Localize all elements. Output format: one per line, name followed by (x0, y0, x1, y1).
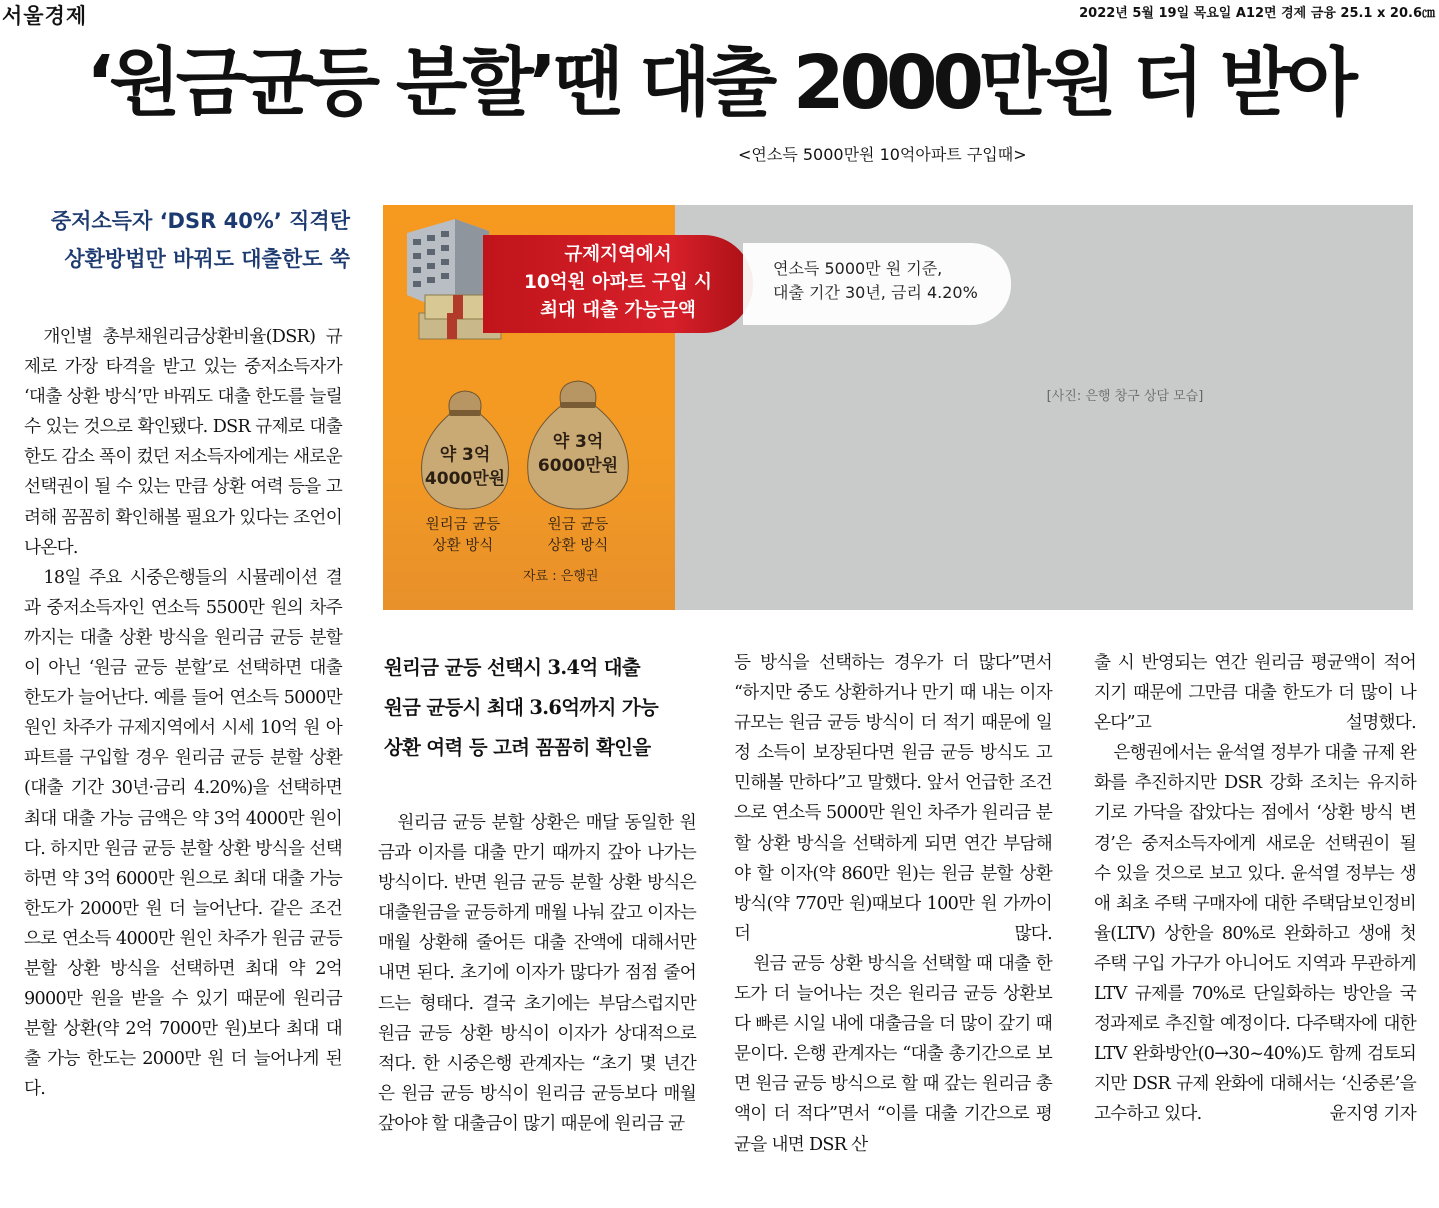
bag-amount (513, 430, 643, 478)
headline: ‘원금균등 분할’땐 대출 2000만원 더 받아 (86, 40, 1353, 126)
byline: 윤지영 기자 (1329, 1104, 1416, 1125)
article-column-2 (378, 808, 696, 1139)
conditions-line: 연소득 5000만 원 기준, (773, 259, 943, 278)
bag-label (408, 515, 518, 557)
banner-line: 최대 대출 가능금액 (540, 300, 696, 321)
bag-amount-line: 약 3억 (439, 445, 491, 465)
bag-label-line: 원리금 균등 (425, 517, 501, 533)
bag-label-line: 상환 방식 (432, 538, 494, 554)
article-paragraph: 개인별 총부채원리금상환비율(DSR) 규제로 가장 타격을 받고 있는 중저소득자가 ‘대출 상환 방식’만 바꿔도 대출 한도를 늘릴 수 있는 것으로 확인됐다. DSR 규제로 대출 한도 감소 폭이 컸던 저소득자에게는 새로운 선택권이 될 수 있는 만큼 상환 여력 등을 고려해 꼼꼼히 확인해볼 필요가 있다는 조언이 나온다. (24, 327, 342, 558)
bag-amount-line: 4000만원 (424, 469, 506, 489)
article-paragraph: 출 시 반영되는 연간 원리금 평균액이 적어지기 때문에 그만큼 대출 한도가 더 많이 나온다”고 설명했다. (1094, 653, 1416, 734)
photo-placeholder-label: [사진: 은행 창구 상담 모습] (1046, 389, 1204, 404)
article-paragraph: 원리금 균등 분할 상환은 매달 동일한 원금과 이자를 대출 만기 때까지 갚아 나가는 방식이다. 반면 원금 균등 분할 상환 방식은 대출원금을 균등하게 매월 나눠 갚고 이자는 매월 상환해 줄어든 대출 잔액에 대해서만 내면 된다. 초기에 이자가 많다가 점점 줄어드는 형태다. 결국 초기에는 부담스럽지만 원금 균등 상환 방식이 이자가 상대적으로 적다. 한 시중은행 관계자는 “초기 몇 년간은 원금 균등 방식이 원리금 균등보다 매월 갚아야 할 대출금이 많기 때문에 원리금 균 (378, 813, 696, 1134)
middle-subhead-line: 원리금 균등 선택시 3.4억 대출 (384, 656, 640, 679)
article-column-1 (24, 322, 342, 1104)
middle-subhead-line: 상환 여력 등 고려 꼼꼼히 확인을 (384, 736, 651, 759)
bag-amount-line: 약 3억 (552, 432, 604, 452)
bag-amount (405, 443, 525, 491)
bag-label (523, 515, 633, 557)
publication-info: 2022년 5월 19일 목요일 A12면 경제 금융 25.1 x 20.6㎝ (1079, 6, 1435, 21)
middle-subhead-line: 원금 균등시 최대 3.6억까지 가능 (384, 696, 659, 719)
infographic-banner (483, 235, 753, 333)
headline-subtitle: <연소득 5000만원 10억아파트 구입때> (738, 145, 1027, 164)
article-paragraph: 원금 균등 상환 방식을 선택할 때 대출 한도가 더 늘어나는 것은 원리금 균등 상환보다 빠른 시일 내에 대출금을 더 많이 갚기 때문이다. 은행 관계자는 “대출 총기간으로 보면 원금 균등 방식으로 할 때 갚는 원리금 총액이 더 적다”면서 “이를 대출 기간으로 평균을 내면 DSR 산 (734, 953, 1052, 1155)
article-paragraph-text: 은행권에서는 윤석열 정부가 대출 규제 완화를 추진하지만 DSR 강화 조치는 유지하기로 가닥을 잡았다는 점에서 ‘상환 방식 변경’은 중저소득자에게 새로운 선택권이 될 수 있을 것으로 보고 있다. 윤석열 정부는 생애 최초 주택 구매자에 대한 주택담보인정비율(LTV) 상한을 80%로 완화하고 생애 첫 주택 구입 가구가 아니어도 지역과 무관하게 LTV 규제를 70%로 단일화하는 방안을 국정과제로 추진할 예정이다. 다주택자에 대한 LTV 완화방안(0→30~40%)도 함께 검토되지만 DSR 규제 완화에 대해서는 ‘신중론’을 고수하고 있다. (1094, 743, 1416, 1125)
article-paragraph: 등 방식을 선택하는 경우가 더 많다”면서 “하지만 중도 상환하거나 만기 때 내는 이자 규모는 원금 균등 방식이 더 적기 때문에 일정 소득이 보장된다면 원금 균등 방식도 고민해볼 만하다”고 말했다. 앞서 언급한 조건으로 연소득 5000만 원인 차주가 원리금 분할 상환 방식을 선택하게 되면 연간 부담해야 할 이자(약 860만 원)는 원금 분할 상환 방식(약 770만 원)때보다 100만 원 가까이 더 많다. (734, 653, 1052, 944)
banner-line: 10억원 아파트 구입 시 (523, 272, 713, 293)
article-paragraph (1094, 738, 1416, 1129)
middle-subhead (384, 648, 696, 768)
conditions-line: 대출 기간 30년, 금리 4.20% (773, 283, 978, 302)
bag-label-line: 원금 균등 (547, 517, 609, 533)
article-column-3 (734, 648, 1052, 1160)
left-subhead-line: 중저소득자 ‘DSR 40%’ 직격탄 (50, 209, 350, 233)
bag-label-line: 상환 방식 (547, 538, 609, 554)
article-paragraph: 18일 주요 시중은행들의 시뮬레이션 결과 중저소득자인 연소득 5500만 원의 차주까지는 대출 상환 방식을 원리금 균등 분할이 아닌 ‘원금 균등 분할’로 선택하면 대출 한도가 늘어난다. 예를 들어 연소득 5000만 원인 차주가 규제지역에서 시세 10억 원 아파트를 구입할 경우 원리금 균등 분할 상환(대출 기간 30년·금리 4.20%)을 선택하면 최대 대출 가능 금액은 약 3억 4000만 원이다. 하지만 원금 균등 분할 상환 방식을 선택하면 약 3억 6000만 원으로 최대 대출 가능 한도가 2000만 원 더 늘어난다. 같은 조건으로 연소득 4000만 원인 차주가 원금 균등 분할 상환 방식을 선택하면 최대 약 2억 9000만 원을 받을 수 있기 때문에 원리금 분할 상환(약 2억 7000만 원)보다 최대 대출 가능 한도는 2000만 원 더 늘어나게 된다. (24, 567, 342, 1100)
left-subhead (24, 202, 350, 278)
article-column-4 (1094, 648, 1416, 1130)
loan-conditions-box (743, 243, 1011, 325)
bag-amount-line: 6000만원 (537, 456, 619, 476)
banner-line: 규제지역에서 (564, 244, 672, 265)
infographic (383, 205, 1413, 610)
infographic-source: 자료 : 은행권 (523, 569, 599, 584)
left-subhead-line: 상환방법만 바꿔도 대출한도 쑥 (64, 247, 350, 271)
newspaper-name: 서울경제 (2, 3, 88, 28)
